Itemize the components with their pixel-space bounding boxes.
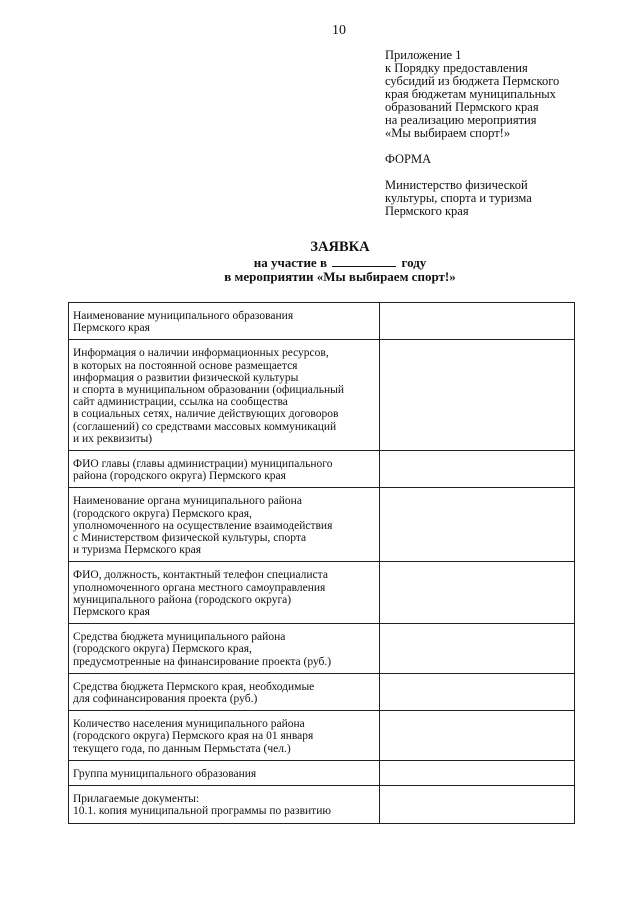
appendix-line: «Мы выбираем спорт!» xyxy=(385,126,511,140)
form-row-label-line: и их реквизиты) xyxy=(73,432,153,445)
form-row-label-line: в социальных сетях, наличие действующих договоров xyxy=(73,408,339,421)
form-row-value[interactable] xyxy=(380,624,575,674)
form-row-label xyxy=(69,488,380,562)
appendix-line: субсидий из бюджета Пермского xyxy=(385,74,560,88)
form-row-label-line: предусмотренные на финансирование проекта (руб.) xyxy=(73,655,332,668)
form-row-label xyxy=(69,340,380,451)
form-row-label-line: (городского округа) Пермского края, xyxy=(73,643,252,656)
form-row xyxy=(69,711,575,761)
form-row-label-line: и спорта в муниципальном образовании (официальный xyxy=(73,384,345,397)
form-row-label-line: района (городского округа) Пермского края xyxy=(73,470,286,483)
appendix-line: на реализацию мероприятия xyxy=(385,113,537,127)
form-row-label-line: Средства бюджета Пермского края, необходимые xyxy=(73,680,315,693)
form-row-label xyxy=(69,562,380,624)
form-row-label-line: Прилагаемые документы: xyxy=(73,793,200,806)
form-row xyxy=(69,786,575,823)
form-row-value[interactable] xyxy=(380,673,575,710)
form-row-label-line: Информация о наличии информационных ресурсов, xyxy=(73,347,329,360)
appendix-line: образований Пермского края xyxy=(385,100,539,114)
form-row-label-line: Пермского края xyxy=(73,322,150,335)
form-row-label-line: в которых на постоянной основе размещается xyxy=(73,359,298,372)
form-row-label-line: Пермского края xyxy=(73,606,150,619)
form-label: ФОРМА xyxy=(385,152,432,166)
appendix-line: края бюджетам муниципальных xyxy=(385,87,556,101)
form-row-label-line: уполномоченного на осуществление взаимодействия xyxy=(73,519,333,532)
form-row xyxy=(69,451,575,488)
title-participation-text: на участие в xyxy=(253,255,327,270)
form-row-label xyxy=(69,711,380,761)
form-row-label-line: Наименование органа муниципального района xyxy=(73,495,302,508)
form-row-label-line: Средства бюджета муниципального района xyxy=(73,631,286,644)
form-row-value[interactable] xyxy=(380,562,575,624)
form-row-label-line: (соглашений) со средствами массовых коммуникаций xyxy=(73,420,337,433)
form-row-label-line: информация о развитии физической культуры xyxy=(73,371,299,384)
form-row-label xyxy=(69,673,380,710)
form-row-label xyxy=(69,760,380,785)
form-row-value[interactable] xyxy=(380,451,575,488)
form-row-label-line: Количество населения муниципального района xyxy=(73,718,305,731)
appendix-line: Приложение 1 xyxy=(385,48,462,62)
form-row xyxy=(69,673,575,710)
title-line-2 xyxy=(0,255,640,270)
ministry-block xyxy=(385,179,635,218)
form-row-label xyxy=(69,786,380,823)
form-row-value[interactable] xyxy=(380,760,575,785)
ministry-line: Пермского края xyxy=(385,204,469,218)
form-row xyxy=(69,624,575,674)
form-row-label-line: и туризма Пермского края xyxy=(73,544,202,557)
form-row-label xyxy=(69,303,380,340)
form-row-value[interactable] xyxy=(380,340,575,451)
ministry-line: Министерство физической xyxy=(385,178,528,192)
form-row-label-line: Наименование муниципального образования xyxy=(73,310,294,322)
form-row-label-line: сайт администрации, ссылка на сообщества xyxy=(73,396,288,409)
document-title xyxy=(0,240,640,284)
year-blank-field[interactable] xyxy=(332,255,396,267)
form-row-label xyxy=(69,624,380,674)
appendix-line: к Порядку предоставления xyxy=(385,61,528,75)
form-row-label-line: 10.1. копия муниципальной программы по развитию xyxy=(73,805,331,818)
ministry-line: культуры, спорта и туризма xyxy=(385,191,532,205)
form-row-value[interactable] xyxy=(380,488,575,562)
form-row xyxy=(69,303,575,340)
application-form-table xyxy=(68,302,575,824)
form-row-label-line: (городского округа) Пермского края, xyxy=(73,507,252,520)
form-row xyxy=(69,760,575,785)
form-row-label-line: с Министерством физической культуры, спорта xyxy=(73,532,307,545)
title-heading: ЗАЯВКА xyxy=(310,239,370,255)
form-row-value[interactable] xyxy=(380,786,575,823)
form-row xyxy=(69,340,575,451)
form-row xyxy=(69,488,575,562)
form-row-label-line: для софинансирования проекта (руб.) xyxy=(73,693,258,706)
appendix-block xyxy=(385,49,635,140)
form-row-label-line: Группа муниципального образования xyxy=(73,767,257,780)
form-row-value[interactable] xyxy=(380,303,575,340)
form-row-label-line: муниципального района (городского округа) xyxy=(73,593,292,606)
title-line-3: в мероприятии «Мы выбираем спорт!» xyxy=(224,269,456,284)
form-row-label-line: (городского округа) Пермского края на 01 января xyxy=(73,730,314,743)
form-row-label xyxy=(69,451,380,488)
form-row-label-line: ФИО, должность, контактный телефон специалиста xyxy=(73,569,328,582)
form-row-value[interactable] xyxy=(380,711,575,761)
form-row xyxy=(69,562,575,624)
form-row-label-line: уполномоченного органа местного самоуправления xyxy=(73,581,326,594)
form-row-label-line: ФИО главы (главы администрации) муниципального xyxy=(73,458,333,471)
form-row-label-line: текущего года, по данным Пермьстата (чел.) xyxy=(73,742,291,755)
title-year-text: году xyxy=(401,255,427,270)
page-number: 10 xyxy=(332,23,346,38)
